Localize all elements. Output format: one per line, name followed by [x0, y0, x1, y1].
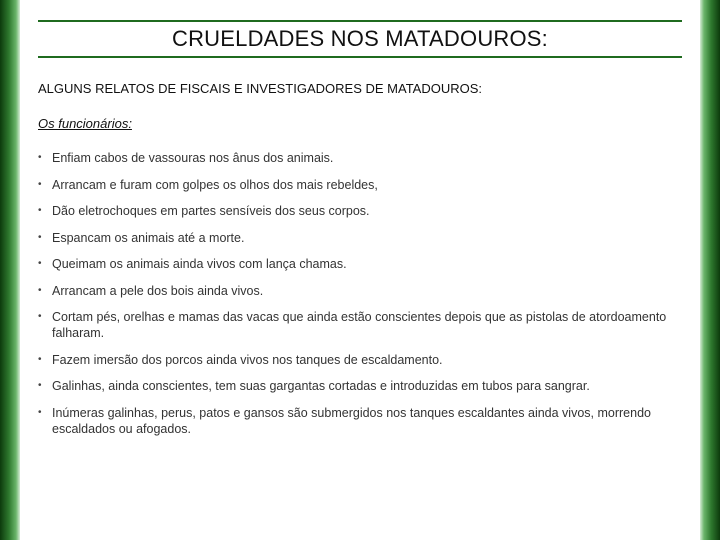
list-item — [38, 256, 668, 272]
bullet-icon: • — [38, 406, 42, 418]
bullet-icon: • — [38, 152, 42, 163]
bullet-icon: • — [38, 258, 42, 269]
bullet-list — [38, 150, 668, 447]
list-item-text: Cortam pés, orelhas e mamas das vacas que ainda estão conscientes depois que as pistolas de atordoamento falharam. — [52, 310, 667, 340]
title-top-rule — [38, 20, 682, 22]
bullet-icon: • — [38, 178, 42, 190]
list-item — [38, 230, 668, 246]
bullet-icon: • — [38, 380, 42, 391]
list-item — [38, 378, 668, 394]
list-item-text: Inúmeras galinhas, perus, patos e gansos são submergidos nos tanques escaldantes ainda vivos, morrendo escaldados ou afogados. — [52, 405, 651, 436]
title-bottom-rule — [38, 56, 682, 58]
list-item-text: Enfiam cabos de vassouras nos ânus dos animais. — [52, 151, 334, 165]
list-item-text: Dão eletrochoques em partes sensíveis dos seus corpos. — [52, 204, 370, 218]
bullet-icon: • — [38, 284, 42, 296]
list-item — [38, 203, 668, 219]
bullet-icon: • — [38, 231, 42, 243]
list-item — [38, 352, 668, 368]
list-item — [38, 150, 668, 166]
list-item — [38, 177, 668, 193]
slide-title: CRUELDADES NOS MATADOUROS: — [172, 26, 548, 51]
slide-subtitle: ALGUNS RELATOS DE FISCAIS E INVESTIGADORES DE MATADOUROS: — [38, 81, 483, 96]
list-item-text: Galinhas, ainda conscientes, tem suas gargantas cortadas e introduzidas em tubos para sangrar. — [52, 379, 590, 393]
list-item — [38, 283, 668, 299]
list-item-text: Queimam os animais ainda vivos com lança chamas. — [52, 257, 347, 271]
list-item-text: Arrancam e furam com golpes os olhos dos mais rebeldes, — [52, 177, 378, 192]
list-item-text: Arrancam a pele dos bois ainda vivos. — [52, 283, 264, 298]
list-item — [38, 405, 668, 437]
bullet-icon: • — [38, 353, 42, 365]
list-item-text: Fazem imersão dos porcos ainda vivos nos tanques de escaldamento. — [52, 352, 443, 367]
section-heading: Os funcionários: — [38, 116, 132, 131]
right-green-border — [700, 0, 720, 540]
left-green-border — [0, 0, 20, 540]
bullet-icon: • — [38, 205, 42, 216]
list-item — [38, 309, 668, 341]
list-item-text: Espancam os animais até a morte. — [52, 230, 245, 245]
bullet-icon: • — [38, 311, 42, 322]
